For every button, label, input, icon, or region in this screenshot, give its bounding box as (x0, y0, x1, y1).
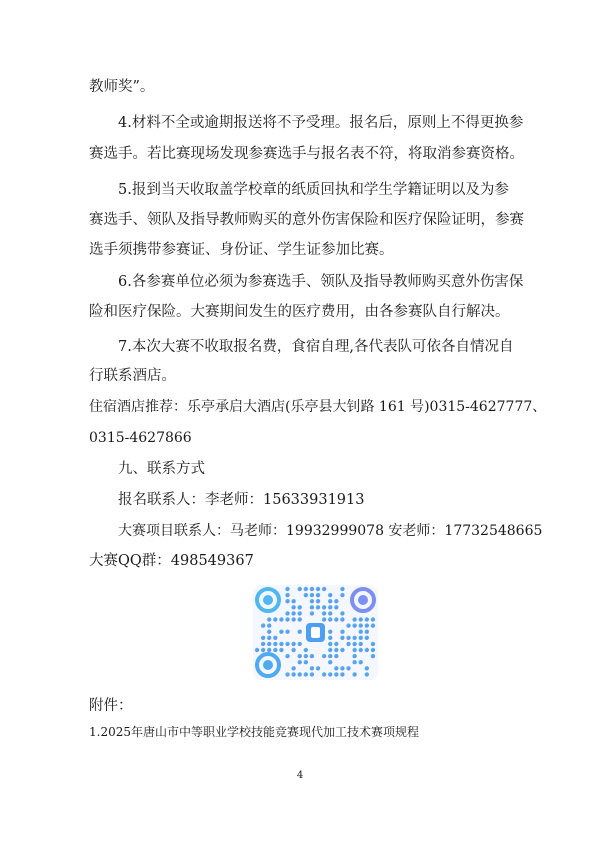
text-line: 选手须携带参赛证、身份证、学生证参加比赛。 (89, 242, 394, 258)
hotel-line: 住宿酒店推荐：乐亭承启大酒店(乐亭县大钊路 161 号)0315-4627777、 (89, 399, 547, 415)
text-line: 教师奖”。 (89, 79, 155, 95)
attachment-label: 附件： (89, 698, 133, 714)
text-line: 赛选手、领队及指导教师购买的意外伤害保险和医疗保险证明，参赛 (89, 212, 524, 228)
attachment-item: 1.2025年唐山市中等职业学校技能竞赛现代加工技术赛项规程 (89, 725, 419, 739)
contact-qq: 大赛QQ群：498549367 (89, 553, 254, 569)
text-line: 5.报到当天收取盖学校章的纸质回执和学生学籍证明以及为参 (118, 182, 509, 198)
text-line: 6.各参赛单位必须为参赛选手、领队及指导教师购买意外伤害保 (118, 274, 524, 290)
contact-project: 大赛项目联系人：马老师：19932999078 安老师：17732548665 (118, 523, 543, 539)
text-line: 险和医疗保险。大赛期间发生的医疗费用，由各参赛队自行解决。 (89, 304, 510, 320)
page-number: 4 (296, 770, 304, 781)
qr-code-icon (253, 585, 378, 680)
text-line: 赛选手。若比赛现场发现参赛选手与报名表不符，将取消参赛资格。 (89, 146, 524, 162)
contact-signup: 报名联系人：李老师：15633931913 (118, 492, 365, 508)
text-line: 7.本次大赛不收取报名费，食宿自理,各代表队可依各自情况自 (118, 339, 514, 355)
section-heading: 九、联系方式 (118, 461, 205, 477)
text-line: 行联系酒店。 (89, 368, 176, 384)
hotel-phone: 0315-4627866 (89, 430, 192, 446)
text-line: 4.材料不全或逾期报送将不予受理。报名后，原则上不得更换参 (118, 115, 524, 131)
